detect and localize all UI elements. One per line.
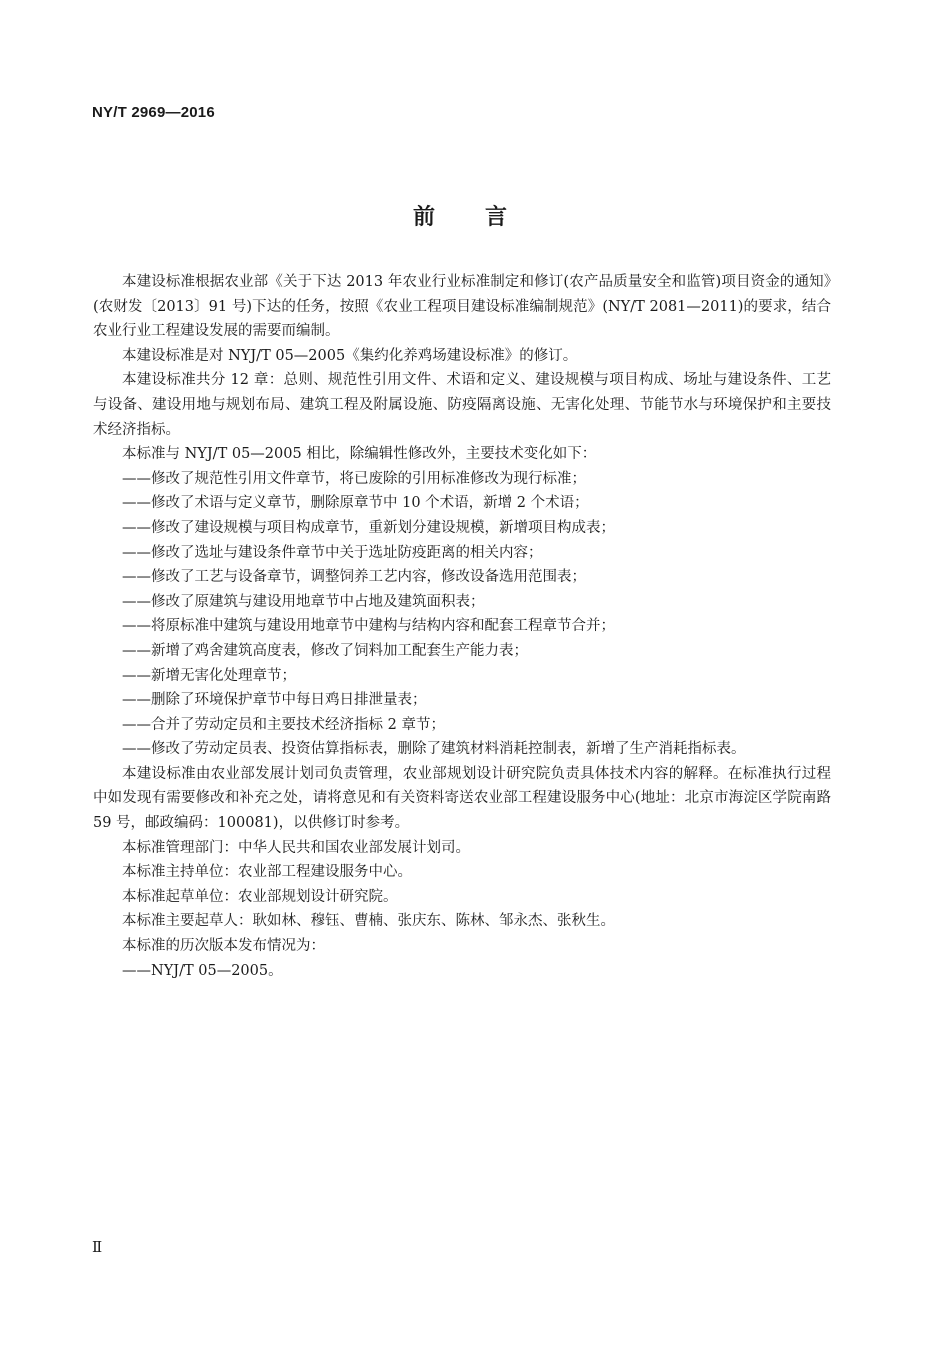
paragraph-drafters: 本标准主要起草人：耿如林、穆钰、曹楠、张庆东、陈林、邹永杰、张秋生。 <box>122 913 615 930</box>
paragraph-drafting-unit: 本标准起草单位：农业部规划设计研究院。 <box>122 888 398 905</box>
paragraph-chapters: 本建设标准共分 12 章：总则、规范性引用文件、术语和定义、建设规模与项目构成、场址与建设条件、工艺与设备、建设用地与规划布局、建筑工程及附属设施、防疫隔离设施、无害化处理、节能节水与环境保护和主要技术经济指标。 <box>93 372 831 438</box>
list-item: ——修改了术语与定义章节，删除原章节中 10 个术语，新增 2 个术语； <box>122 495 589 512</box>
paragraph-history: 本标准的历次版本发布情况为： <box>122 938 325 955</box>
list-item: ——新增了鸡舍建筑高度表，修改了饲料加工配套生产能力表； <box>122 642 528 659</box>
paragraph-changes-intro: 本标准与 NYJ/T 05—2005 相比，除编辑性修改外，主要技术变化如下： <box>122 446 597 463</box>
list-item: ——删除了环境保护章节中每日鸡日排泄量表； <box>122 692 427 709</box>
list-item: ——将原标准中建筑与建设用地章节中建构与结构内容和配套工程章节合并； <box>122 618 615 635</box>
paragraph-basis: 本建设标准根据农业部《关于下达 2013 年农业行业标准制定和修订(农产品质量安全和监管)项目资金的通知》(农财发〔2013〕91 号)下达的任务，按照《农业工程项目建设标准编制规范》(NY/T 2081—2011)的要求，结合农业行业工程建设发展的需要而编制。 <box>93 274 831 340</box>
list-item: ——新增无害化处理章节； <box>122 667 296 684</box>
page-title: 前言 <box>412 205 557 230</box>
history-item: ——NYJ/T 05—2005。 <box>122 962 283 979</box>
paragraph-department: 本标准管理部门：中华人民共和国农业部发展计划司。 <box>122 839 470 856</box>
document-body <box>93 270 831 983</box>
standard-code: NY/T 2969—2016 <box>92 104 215 121</box>
paragraph-revision: 本建设标准是对 NYJ/T 05—2005《集约化养鸡场建设标准》的修订。 <box>122 347 578 364</box>
list-item: ——修改了选址与建设条件章节中关于选址防疫距离的相关内容； <box>122 544 543 561</box>
paragraph-management: 本建设标准由农业部发展计划司负责管理，农业部规划设计研究院负责具体技术内容的解释。在标准执行过程中如发现有需要修改和补充之处，请将意见和有关资料寄送农业部工程建设服务中心(地址：北京市海淀区学院南路 59 号，邮政编码：100081)，以供修订时参考。 <box>93 765 831 832</box>
list-item: ——修改了规范性引用文件章节，将已废除的引用标准修改为现行标准； <box>122 470 586 487</box>
list-item: ——合并了劳动定员和主要技术经济指标 2 章节； <box>122 716 445 733</box>
paragraph-host-unit: 本标准主持单位：农业部工程建设服务中心。 <box>122 864 412 881</box>
list-item: ——修改了建设规模与项目构成章节，重新划分建设规模，新增项目构成表； <box>122 519 615 536</box>
list-item: ——修改了劳动定员表、投资估算指标表，删除了建筑材料消耗控制表，新增了生产消耗指标表。 <box>122 741 746 758</box>
list-item: ——修改了工艺与设备章节，调整饲养工艺内容，修改设备选用范围表； <box>122 569 586 586</box>
page-number: Ⅱ <box>92 1238 103 1256</box>
changes-list <box>93 467 831 762</box>
list-item: ——修改了原建筑与建设用地章节中占地及建筑面积表； <box>122 593 485 610</box>
